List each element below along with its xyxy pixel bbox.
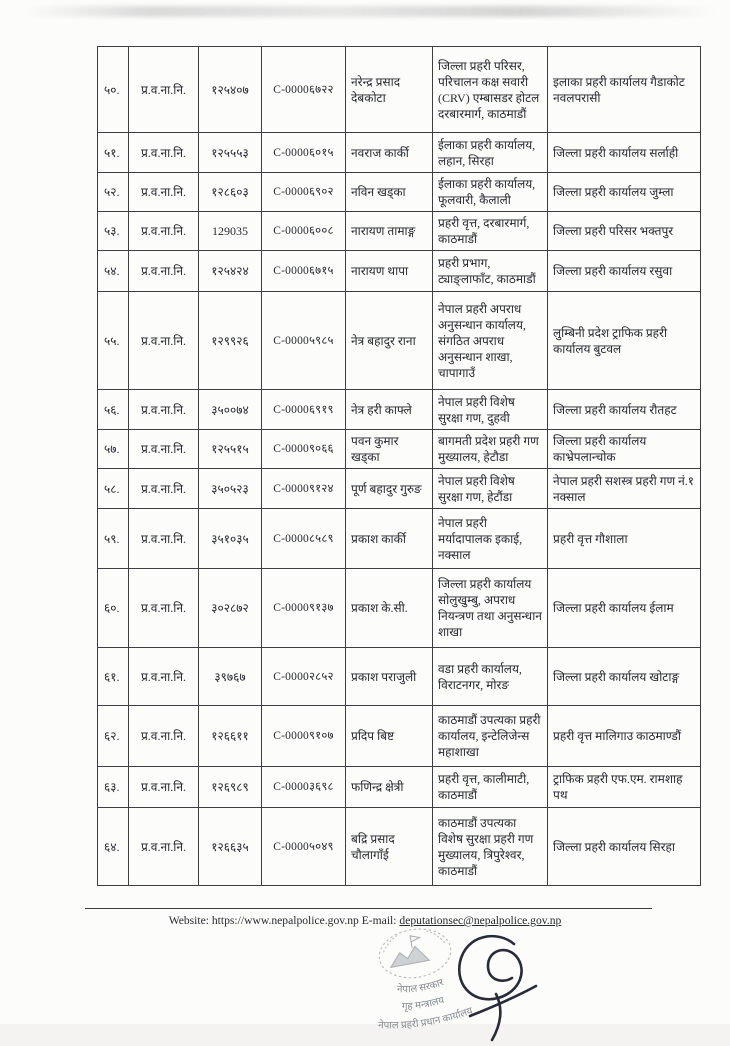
cell-current-office: जिल्ला प्रहरी परिसर, परिचालन कक्ष सवारी (CRV) एम्बासडर होटल दरबारमार्ग, काठमाडौं [433,47,548,133]
cell-cid: C-0000३६९८ [262,767,346,808]
cell-rank: प्र.व.ना.नि. [129,767,199,808]
cell-current-office: ईलाका प्रहरी कार्यालय, फूलवारी, कैलाली [433,173,548,212]
cell-number: १२५४२४ [199,251,262,292]
cell-cid: C-0000६७२२ [262,47,346,133]
cell-cid: C-0000६७१५ [262,251,346,292]
cell-rank: प्र.व.ना.नि. [129,509,199,569]
cell-current-office: नेपाल प्रहरी विशेष सुरक्षा गण, दुहवी [433,390,548,430]
cell-new-office: जिल्ला प्रहरी कार्यालय रसुवा [548,251,701,292]
cell-new-office: जिल्ला प्रहरी परिसर भक्तपुर [548,212,701,251]
table-row [98,648,701,706]
email-label: E-mail: [361,914,397,927]
cell-number: ३५०५२३ [199,469,262,509]
cell-name: प्रकाश कार्की [346,509,433,569]
cell-number: ३५१०३५ [199,509,262,569]
cell-rank: प्र.व.ना.नि. [129,173,199,212]
cell-name: पूर्ण बहादुर गुरुङ [346,469,433,509]
email-address: deputationsec@nepalpolice.gov.np [399,914,562,927]
cell-rank: प्र.व.ना.नि. [129,292,199,390]
cell-cid: C-0000५०४९ [262,808,346,886]
cell-current-office: काठमाडौं उपत्यका विशेष सुरक्षा प्रहरी गण मुख्यालय, त्रिपुरेश्वर, काठमाडौं [433,808,548,886]
cell-name: नेत्र बहादुर राना [346,292,433,390]
table-row [98,706,701,767]
cell-rank: प्र.व.ना.नि. [129,569,199,648]
table-row [98,430,701,469]
cell-number: ३०२८७२ [199,569,262,648]
cell-sn: ५४. [98,251,129,292]
cell-number: ३९७६७ [199,648,262,706]
cell-sn: ५१. [98,133,129,173]
cell-rank: प्र.व.ना.नि. [129,648,199,706]
cell-rank: प्र.व.ना.नि. [129,390,199,430]
cell-number: १२६६३५ [199,808,262,886]
cell-number: १२५५५३ [199,133,262,173]
cell-name: नारायण थापा [346,251,433,292]
cell-cid: C-0000६९०२ [262,173,346,212]
cell-sn: ५५. [98,292,129,390]
cell-current-office: बागमती प्रदेश प्रहरी गण मुख्यालय, हेटौडा [433,430,548,469]
cell-name: पवन कुमार खड्का [346,430,433,469]
cell-cid: C-0000६९१९ [262,390,346,430]
cell-name: फणिन्द्र क्षेत्री [346,767,433,808]
cell-rank: प्र.व.ना.नि. [129,808,199,886]
cell-new-office: जिल्ला प्रहरी कार्यालय खोटाङ्ग [548,648,701,706]
cell-sn: ५६. [98,390,129,430]
table-row [98,212,701,251]
cell-cid: C-0000९१३७ [262,569,346,648]
cell-sn: ५०. [98,47,129,133]
cell-number: 129035 [199,212,262,251]
cell-rank: प्र.व.ना.नि. [129,469,199,509]
cell-rank: प्र.व.ना.नि. [129,430,199,469]
cell-number: १२६९८९ [199,767,262,808]
cell-cid: C-0000६००८ [262,212,346,251]
cell-rank: प्र.व.ना.नि. [129,212,199,251]
cell-current-office: प्रहरी वृत्त, कालीमाटी, काठमाडौं [433,767,548,808]
cell-rank: प्र.व.ना.नि. [129,251,199,292]
cell-name: नेत्र हरी काफ्ले [346,390,433,430]
cell-name: नवराज कार्की [346,133,433,173]
cell-sn: ५७. [98,430,129,469]
cell-new-office: जिल्ला प्रहरी कार्यालय सर्लाही [548,133,701,173]
cell-number: १२५४०७ [199,47,262,133]
cell-cid: C-0000९०६६ [262,430,346,469]
cell-rank: प्र.व.ना.नि. [129,706,199,767]
website-url: https://www.nepalpolice.gov.np [211,914,359,927]
cell-new-office: प्रहरी वृत्त गौशाला [548,509,701,569]
table-row [98,251,701,292]
cell-new-office: नेपाल प्रहरी सशस्त्र प्रहरी गण नं.१ नक्साल [548,469,701,509]
cell-sn: ६१. [98,648,129,706]
cell-number: ३५००७४ [199,390,262,430]
cell-new-office: जिल्ला प्रहरी कार्यालय काभ्रेपलान्चोक [548,430,701,469]
police-transfer-table [97,46,701,886]
footer-divider [85,908,652,909]
cell-new-office: जिल्ला प्रहरी कार्यालय जुम्ला [548,173,701,212]
transfer-table-body [98,47,701,886]
table-row [98,133,701,173]
cell-name: नविन खड्का [346,173,433,212]
cell-new-office: जिल्ला प्रहरी कार्यालय ईलाम [548,569,701,648]
table-row [98,390,701,430]
cell-sn: ६०. [98,569,129,648]
cell-sn: ५८. [98,469,129,509]
cell-current-office: वडा प्रहरी कार्यालय, विराटनगर, मोरङ [433,648,548,706]
cell-current-office: नेपाल प्रहरी अपराध अनुसन्धान कार्यालय, संगठित अपराध अनुसन्धान शाखा, चापागाउँ [433,292,548,390]
cell-cid: C-0000६०१५ [262,133,346,173]
cell-cid: C-0000९१०७ [262,706,346,767]
cell-name: प्रदिप बिष्ट [346,706,433,767]
stamp-line-3: नेपाल प्रहरी प्रधान कार्यालय [377,1005,475,1032]
cell-current-office: प्रहरी प्रभाग, ट्याङ्लाफाँट, काठमाडौं [433,251,548,292]
cell-rank: प्र.व.ना.नि. [129,133,199,173]
website-label: Website: [168,914,209,927]
cell-name: प्रकाश के.सी. [346,569,433,648]
cell-cid: C-0000५९८५ [262,292,346,390]
cell-sn: ६२. [98,706,129,767]
cell-rank: प्र.व.ना.नि. [129,47,199,133]
cell-current-office: काठमाडौं उपत्यका प्रहरी कार्यालय, इन्टेलिजेन्स महाशाखा [433,706,548,767]
cell-sn: ५३. [98,212,129,251]
table-row [98,569,701,648]
cell-number: १२५५१५ [199,430,262,469]
cell-sn: ६३. [98,767,129,808]
cell-new-office: लुम्बिनी प्रदेश ट्राफिक प्रहरी कार्यालय बुटवल [548,292,701,390]
table-row [98,47,701,133]
footer-contact-line [0,914,730,927]
cell-number: १२६६११ [199,706,262,767]
cell-current-office: ईलाका प्रहरी कार्यालय, लहान, सिरहा [433,133,548,173]
table-row [98,292,701,390]
cell-cid: C-0000२८५२ [262,648,346,706]
cell-number: १२९९२६ [199,292,262,390]
cell-new-office: जिल्ला प्रहरी कार्यालय सिरहा [548,808,701,886]
cell-current-office: प्रहरी वृत्त, दरबारमार्ग, काठमाडौं [433,212,548,251]
cell-new-office: इलाका प्रहरी कार्यालय गैडाकोट नवलपरासी [548,47,701,133]
cell-name: नारायण तामाङ्ग [346,212,433,251]
table-row [98,767,701,808]
cell-sn: ५९. [98,509,129,569]
cell-sn: ६४. [98,808,129,886]
cell-cid: C-0000९१२४ [262,469,346,509]
table-row [98,173,701,212]
table-row [98,469,701,509]
table-row [98,509,701,569]
cell-name: प्रकाश पराजुली [346,648,433,706]
cell-sn: ५२. [98,173,129,212]
cell-new-office: जिल्ला प्रहरी कार्यालय रौतहट [548,390,701,430]
cell-name: नरेन्द्र प्रसाद देबकोटा [346,47,433,133]
cell-current-office: नेपाल प्रहरी मर्यादापालक इकाई, नक्साल [433,509,548,569]
table-row [98,808,701,886]
stamp-line-1: नेपाल सरकार [396,977,446,996]
stamp-line-2: गृह मन्त्रालय [401,995,446,1013]
cell-name: बद्रि प्रसाद चौलागाँई [346,808,433,886]
cell-current-office: नेपाल प्रहरी विशेष सुरक्षा गण, हेटौंडा [433,469,548,509]
cell-number: १२८६०३ [199,173,262,212]
signature-scribble [432,928,542,1046]
scan-artifact-smudge [25,6,715,17]
cell-current-office: जिल्ला प्रहरी कार्यालय सोलुखुम्बु, अपराध नियन्त्रण तथा अनुसन्धान शाखा [433,569,548,648]
cell-new-office: ट्राफिक प्रहरी एफ.एम. रामशाह पथ [548,767,701,808]
cell-new-office: प्रहरी वृत्त मालिगाउ काठमाण्डौं [548,706,701,767]
cell-cid: C-0000८५८९ [262,509,346,569]
